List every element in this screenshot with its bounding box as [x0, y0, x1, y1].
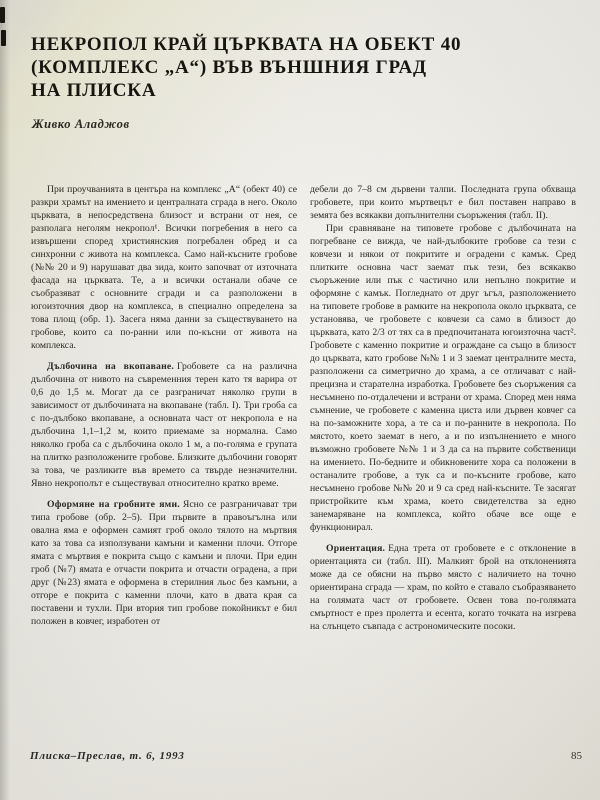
section-heading-grave-pits: Оформяне на гробните ями. — [47, 499, 180, 510]
title-line-2: (КОМПЛЕКС „А“) ВЪВ ВЪНШНИЯ ГРАД — [31, 57, 427, 78]
scan-binding-mark — [0, 7, 5, 23]
paragraph-orientation — [310, 542, 576, 633]
paragraph-text: При проучванията в центъра на комплекс „А“ (обект 40) се разкри храмът на имението и централната сграда в него. Около църквата, в непосредствена близост и встрани от нея, се разполага неголям некропол¹. Всички погребения в него са извършени според християнския погребален обред и са синхронни с живота на комплекса. Само най-късните гробове (№№ 20 и 9) нарушават два зида, които започват от източната фасада на църквата. Те, а и всички останали обаче се съобразяват с основните сгради и са разположени в югоизточния двор на комплекса, в специално определена за това площ (обр. 1). Засега няма данни за съществуването на гробове, които са по-ранни или по-късни от живота на комплекса. — [31, 184, 297, 351]
paragraph-text: Една трета от гробовете е с отклонение в ориентацията си (табл. III). Малкият брой на отклоненията може да се обясни на първо място с наличието на точно ориентирана сграда — храм, по който е ставало съобразяването на голямата част от гробовете. Освен това по-голямата смъртност е през пролетта и есента, когато точката на изгрева на слънцето съвпада с астрономическите посоки. — [310, 543, 576, 632]
two-column-text — [31, 183, 577, 633]
title-line-3: НА ПЛИСКА — [31, 80, 157, 101]
article-title — [31, 33, 551, 102]
paragraph-comparison — [310, 222, 576, 534]
left-column — [31, 183, 297, 633]
paragraph-text: дебели до 7–8 см дървени талпи. Последната група обхваща гробовете, при които мъртвецът е бил поставен направо в земята без всякакви допълнителни съоръжения (табл. II). — [310, 184, 576, 221]
paragraph-grave-pits — [31, 498, 297, 628]
paragraph-continuation — [310, 183, 576, 222]
section-heading-depth: Дълбочина на вкопаване. — [47, 361, 174, 372]
right-column — [310, 183, 576, 633]
author-name: Живко Аладжов — [32, 117, 130, 131]
paragraph-text: Ясно се разграничават три типа гробове (обр. 2–5). При първите в правоъгълна или овална яма е оформен самият гроб около тялото на мъртвия като за това са използувани камъни и каменни плочи. Отгоре ямата с мъртвия е покрита също с камъни и плочи. При един гроб (№7) ямата е отчасти покрита и отчасти оградена, а при друг (№23) ямата е оформена в стерилния льос без камъни, а отгоре е покрита с каменни плочи, като в двата края са поставени и тухли. При втория тип гробове покойникът е бил положен в ковчег, изработен от — [31, 499, 297, 627]
title-line-1: НЕКРОПОЛ КРАЙ ЦЪРКВАТА НА ОБЕКТ 40 — [31, 34, 462, 55]
journal-footer: Плиска–Преслав, т. 6, 1993 — [30, 750, 185, 762]
paragraph-text: Гробовете са на различна дълбочина от нивото на съвременния терен като тя варира от 0,6 до 1,5 м. Могат да се разграничат няколко групи в зависимост от дълбочината на вкопаване (табл. I). Три гроба са с по-дълбоко вкопаване, а основната част от некропола е на дълбочина 1,1–1,2 м, които приемаме за нормална. Само няколко гроба са с дълбочина около 1 м, а по-голяма е групата на плитко разположените гробове. Близките дълбочини говорят за това, че разликите във времето са твърде незначителни. Явно некрополът е съществувал относително кратко време. — [31, 361, 297, 489]
paragraph-text: При сравняване на типовете гробове с дълбочината на погребване се вижда, че най-дълбоките гробове са тези с ковчези и някои от покритите и оградени с камък. Сред плитките основна част заемат пък тези, без всякакво съоръжение или пък с частично или непълно покритие и оформяне с камък. Погледнато от друг ъгъл, разположението на типовете гробове в рамките на некропола около църквата, се установява, че гробовете с ковчези са само в близост до църквата, като 2/3 от тях са в предпочитаната югоизточна част². Гробовете с каменно покритие и ограждане са също в близост до църквата, като гробове №№ 1 и 3 заемат централните места, разположени са симетрично до храма, а се отличават с най-прецизна и старателна изработка. Гробовете без съоръжения са несъмнено по-отдалечени и встрани от храма. Според мен няма съмнение, че гробовете с каменна циста или дървен ковчег са на по-заможните хора, а те са и по-ранните в некропола. По мястото, което заемат в него, а и по изпълнението е много възможно гробовете №№ 1 и 3 да са на първите собственици на имението. По-бедните и обикновените хора са положени в останалите гробове, а тук са и по-късните гробове, като несъмнено гробове №№ 20 и 9 са сред най-късните. Те засягат пристройките към храма, което свидетелства за едно занемаряване на комплекса, който обаче все още е функционирал. — [310, 223, 576, 533]
scan-binding-mark — [1, 30, 6, 46]
paragraph-intro — [31, 183, 297, 352]
section-heading-orientation: Ориентация. — [326, 543, 386, 554]
page-number: 85 — [571, 750, 582, 762]
paragraph-depth — [31, 360, 297, 490]
scan-edge-shadow — [0, 0, 10, 800]
